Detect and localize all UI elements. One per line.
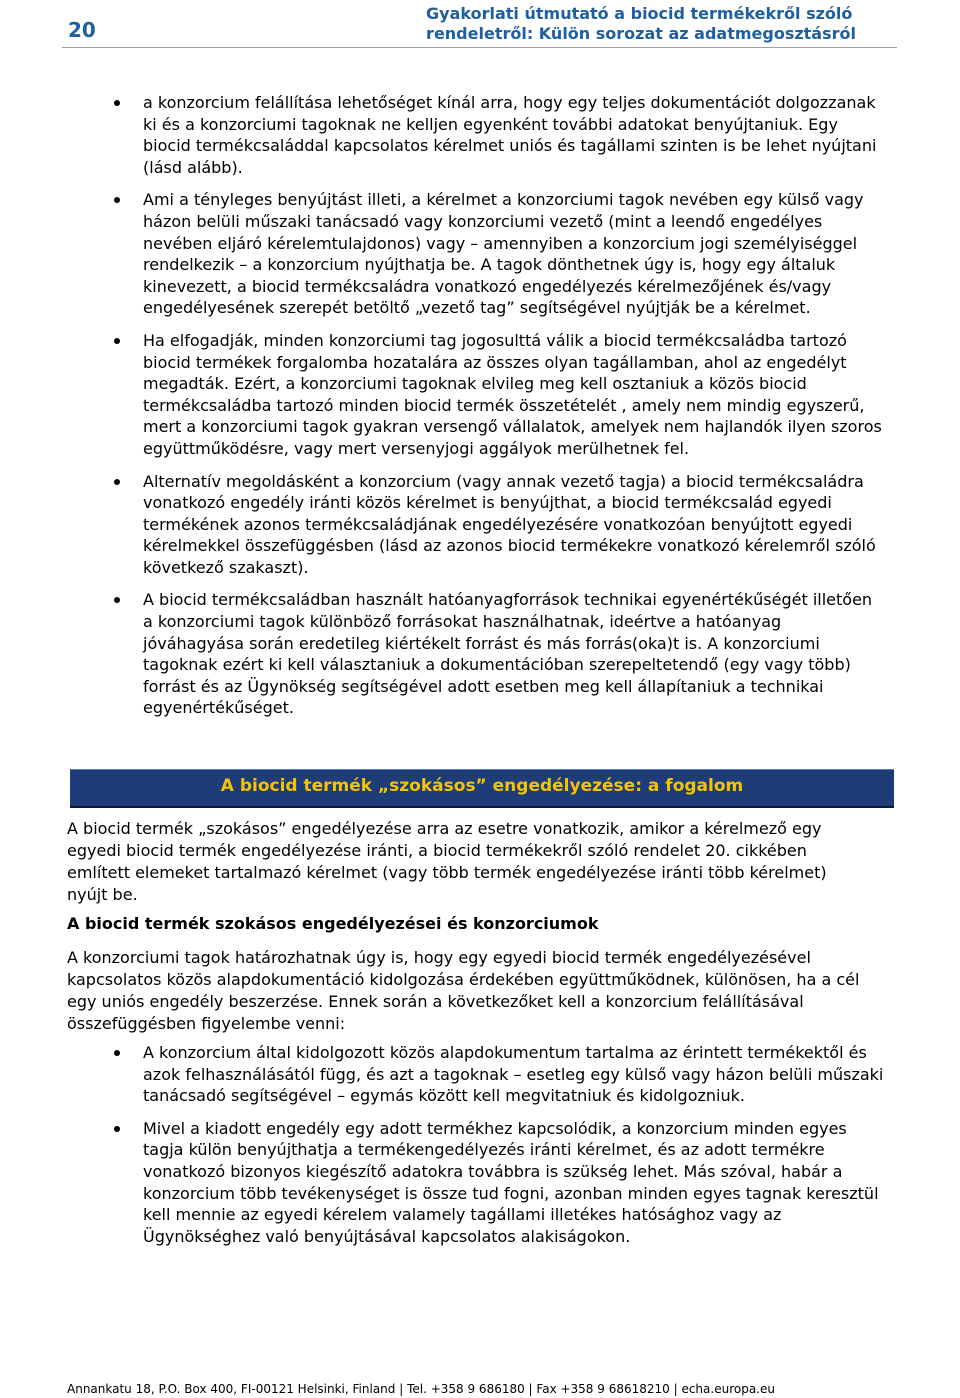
bullet-item: Ha elfogadják, minden konzorciumi tag jogosulttá válik a biocid termékcsaládba tartozó biocid termékek forgalomba hozatalára az összes olyan tagállamban, ahol az engedélyt megadták. Ezért, a konzorciumi tagoknak elvileg meg kell osztaniuk a közös biocid termékcsaládba tartozó minden biocid termék összetételét , amely nem mindig egyszerű, mert a konzorciumi tagok gyakran versengő vállalatok, amelyek nem hajlandók ilyen szoros együttműködésre, vagy mert versenyjogi aggályok merülhetnek fel.: [114, 330, 884, 460]
document-title-line-1: Gyakorlati útmutató a biocid termékekről szóló: [426, 4, 853, 23]
header-divider: [62, 47, 897, 48]
section-banner-title: A biocid termék „szokásos” engedélyezése: a fogalom: [220, 776, 744, 796]
page-footer: Annankatu 18, P.O. Box 400, FI-00121 Helsinki, Finland | Tel. +358 9 686180 | Fax +358 9 68618210 | echa.europa.eu: [67, 1382, 775, 1396]
page-number: 20: [68, 18, 96, 42]
document-title: [426, 4, 856, 44]
bullet-item: a konzorcium felállítása lehetőséget kínál arra, hogy egy teljes dokumentációt dolgozzanak ki és a konzorciumi tagoknak ne kelljen egyenként további adatokat benyújtaniuk. Egy biocid termékcsaláddal kapcsolatos kérelmet uniós és tagállami szinten is be lehet nyújtani (lásd alább).: [114, 92, 884, 178]
section-banner: [70, 769, 894, 808]
body-paragraph: A konzorciumi tagok határozhatnak úgy is, hogy egy egyedi biocid termék engedélyezésével kapcsolatos közös alapdokumentáció kidolgozása érdekében együttműködnek, különösen, ha a cél egy uniós engedély beszerzése. Ennek során a következőket kell a konzorcium felállításával összefüggésben figyelembe venni:: [67, 948, 860, 1033]
page-header: [0, 0, 960, 60]
bullet-list-bottom: [114, 1042, 884, 1258]
bullet-item: Alternatív megoldásként a konzorcium (vagy annak vezető tagja) a biocid termékcsaládra vonatkozó engedély iránti közös kérelmet is benyújthat, a biocid termékcsalád egyedi termékének azonos termékcsaládjának engedélyezésére vonatkozóan benyújtott egyedi kérelmekkel összefüggésben (lásd az azonos biocid termékekre vonatkozó kérelemről szóló következő szakaszt).: [114, 471, 884, 579]
bullet-item: A konzorcium által kidolgozott közös alapdokumentum tartalma az érintett termékektől és azok felhasználásától függ, és azt a tagoknak – esetleg egy külső vagy házon belüli műszaki tanácsadó segítségével – egymás között kell megvitatniuk és kidolgozniuk.: [114, 1042, 884, 1107]
document-title-line-2: rendeletről: Külön sorozat az adatmegosztásról: [426, 24, 856, 43]
bullet-item: A biocid termékcsaládban használt hatóanyagforrások technikai egyenértékűségét illetően a konzorciumi tagok különböző forrásokat használhatnak, ideértve a hatóanyag jóváhagyása során eredetileg kiértékelt forrást és más forrás(oka)t is. A konzorciumi tagoknak ezért ki kell választaniuk a dokumentációban szerepeltetendő (egy vagy több) forrást és az Ügynökség segítségével adott esetben meg kell állapítaniuk a technikai egyenértékűséget.: [114, 589, 884, 719]
body-paragraph: A biocid termék „szokásos” engedélyezése arra az esetre vonatkozik, amikor a kérelmező egy egyedi biocid termék engedélyezése iránti, a biocid termékekről szóló rendelet 20. cikkében említett elemeket tartalmazó kérelmet (vagy több termék engedélyezése iránti több kérelmet) nyújt be.: [67, 819, 827, 904]
bullet-list-top: [114, 92, 884, 730]
bullet-item: Ami a tényleges benyújtást illeti, a kérelmet a konzorciumi tagok nevében egy külső vagy házon belüli műszaki tanácsadó vagy konzorciumi vezető (mint a leendő engedélyes nevében eljáró kérelemtulajdonos) vagy – amennyiben a konzorcium jogi személyiséggel rendelkezik – a konzorcium nyújthatja be. A tagok dönthetnek úgy is, hogy egy általuk kinevezett, a biocid termékcsaládra vonatkozó engedélyezés kérelmezőjének és/vagy engedélyesének szerepét betöltő „vezető tag” segítségével nyújtják be a kérelmet.: [114, 189, 884, 319]
bullet-item: Mivel a kiadott engedély egy adott termékhez kapcsolódik, a konzorcium minden egyes tagja külön benyújthatja a termékengedélyezés iránti kérelmet, és az adott termékre vonatkozó bizonyos kiegészítő adatokra továbbra is szükség lehet. Más szóval, habár a konzorcium több tevékenységet is össze tud fogni, azonban minden egyes tagnak keresztül kell mennie az egyedi kérelem valamely tagállami illetékes hatósághoz vagy az Ügynökséghez való benyújtásával kapcsolatos alakiságokon.: [114, 1118, 884, 1248]
section-subheading: A biocid termék szokásos engedélyezései és konzorciumok: [67, 914, 599, 933]
